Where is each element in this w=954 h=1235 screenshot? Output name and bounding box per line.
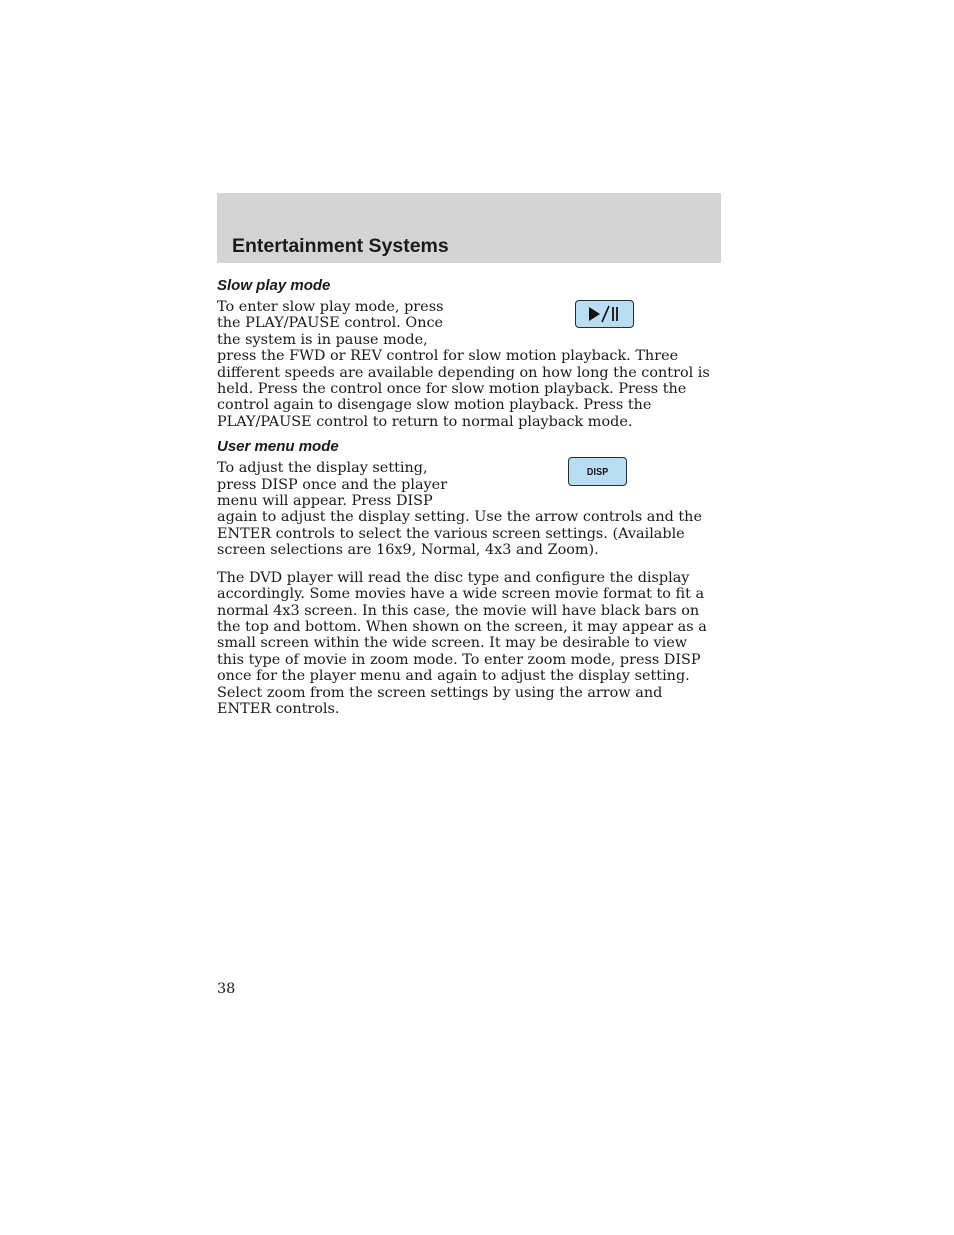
play-pause-icon	[575, 300, 634, 328]
zoom-mode-paragraph: The DVD player will read the disc type and configure the display accordingly. Some movies have a wide screen movie format to fit a normal 4x3 screen. In this case, the movie will have black bars on the top and bottom. When shown on the screen, it may appear as a small screen within the wide screen. It may be desirable to view this type of movie in zoom mode. To enter zoom mode, press DISP once for the player menu and again to adjust the display setting. Select zoom from the screen settings by using the arrow and ENTER controls.	[217, 569, 707, 717]
user-menu-paragraph: To adjust the display setting, press DISP once and the player menu will appear. Press DISP again to adjust the display setting. Use the arrow controls and the ENTER controls to select the various screen settings. (Available screen selections are 16x9, Normal, 4x3 and Zoom).	[217, 460, 702, 559]
page-number: 38	[217, 981, 236, 997]
user-menu-heading: User menu mode	[217, 438, 339, 456]
user-menu-section	[217, 437, 713, 717]
slow-play-heading: Slow play mode	[217, 277, 331, 294]
slow-play-paragraph: To enter slow play mode, press the PLAY/PAUSE control. Once the system is in pause mode, press the FWD or REV control for slow motion playback. Three different speeds are available depending on how long the control is held. Press the control once for slow motion playback. Press the control again to disengage slow motion playback. Press the PLAY/PAUSE control to return to normal playback mode.	[217, 299, 710, 430]
play-pause-icon-slot	[463, 296, 713, 344]
section-header-band	[217, 193, 721, 263]
page-content	[217, 276, 713, 717]
play-pause-glyph	[585, 304, 625, 324]
paragraph-spacer	[217, 559, 713, 567]
section-title: Entertainment Systems	[232, 235, 449, 257]
disp-icon-label: DISP	[586, 465, 609, 478]
disp-icon	[568, 457, 627, 486]
slow-play-section	[217, 276, 713, 430]
disp-icon-slot	[463, 457, 713, 505]
section-spacer	[217, 430, 713, 437]
